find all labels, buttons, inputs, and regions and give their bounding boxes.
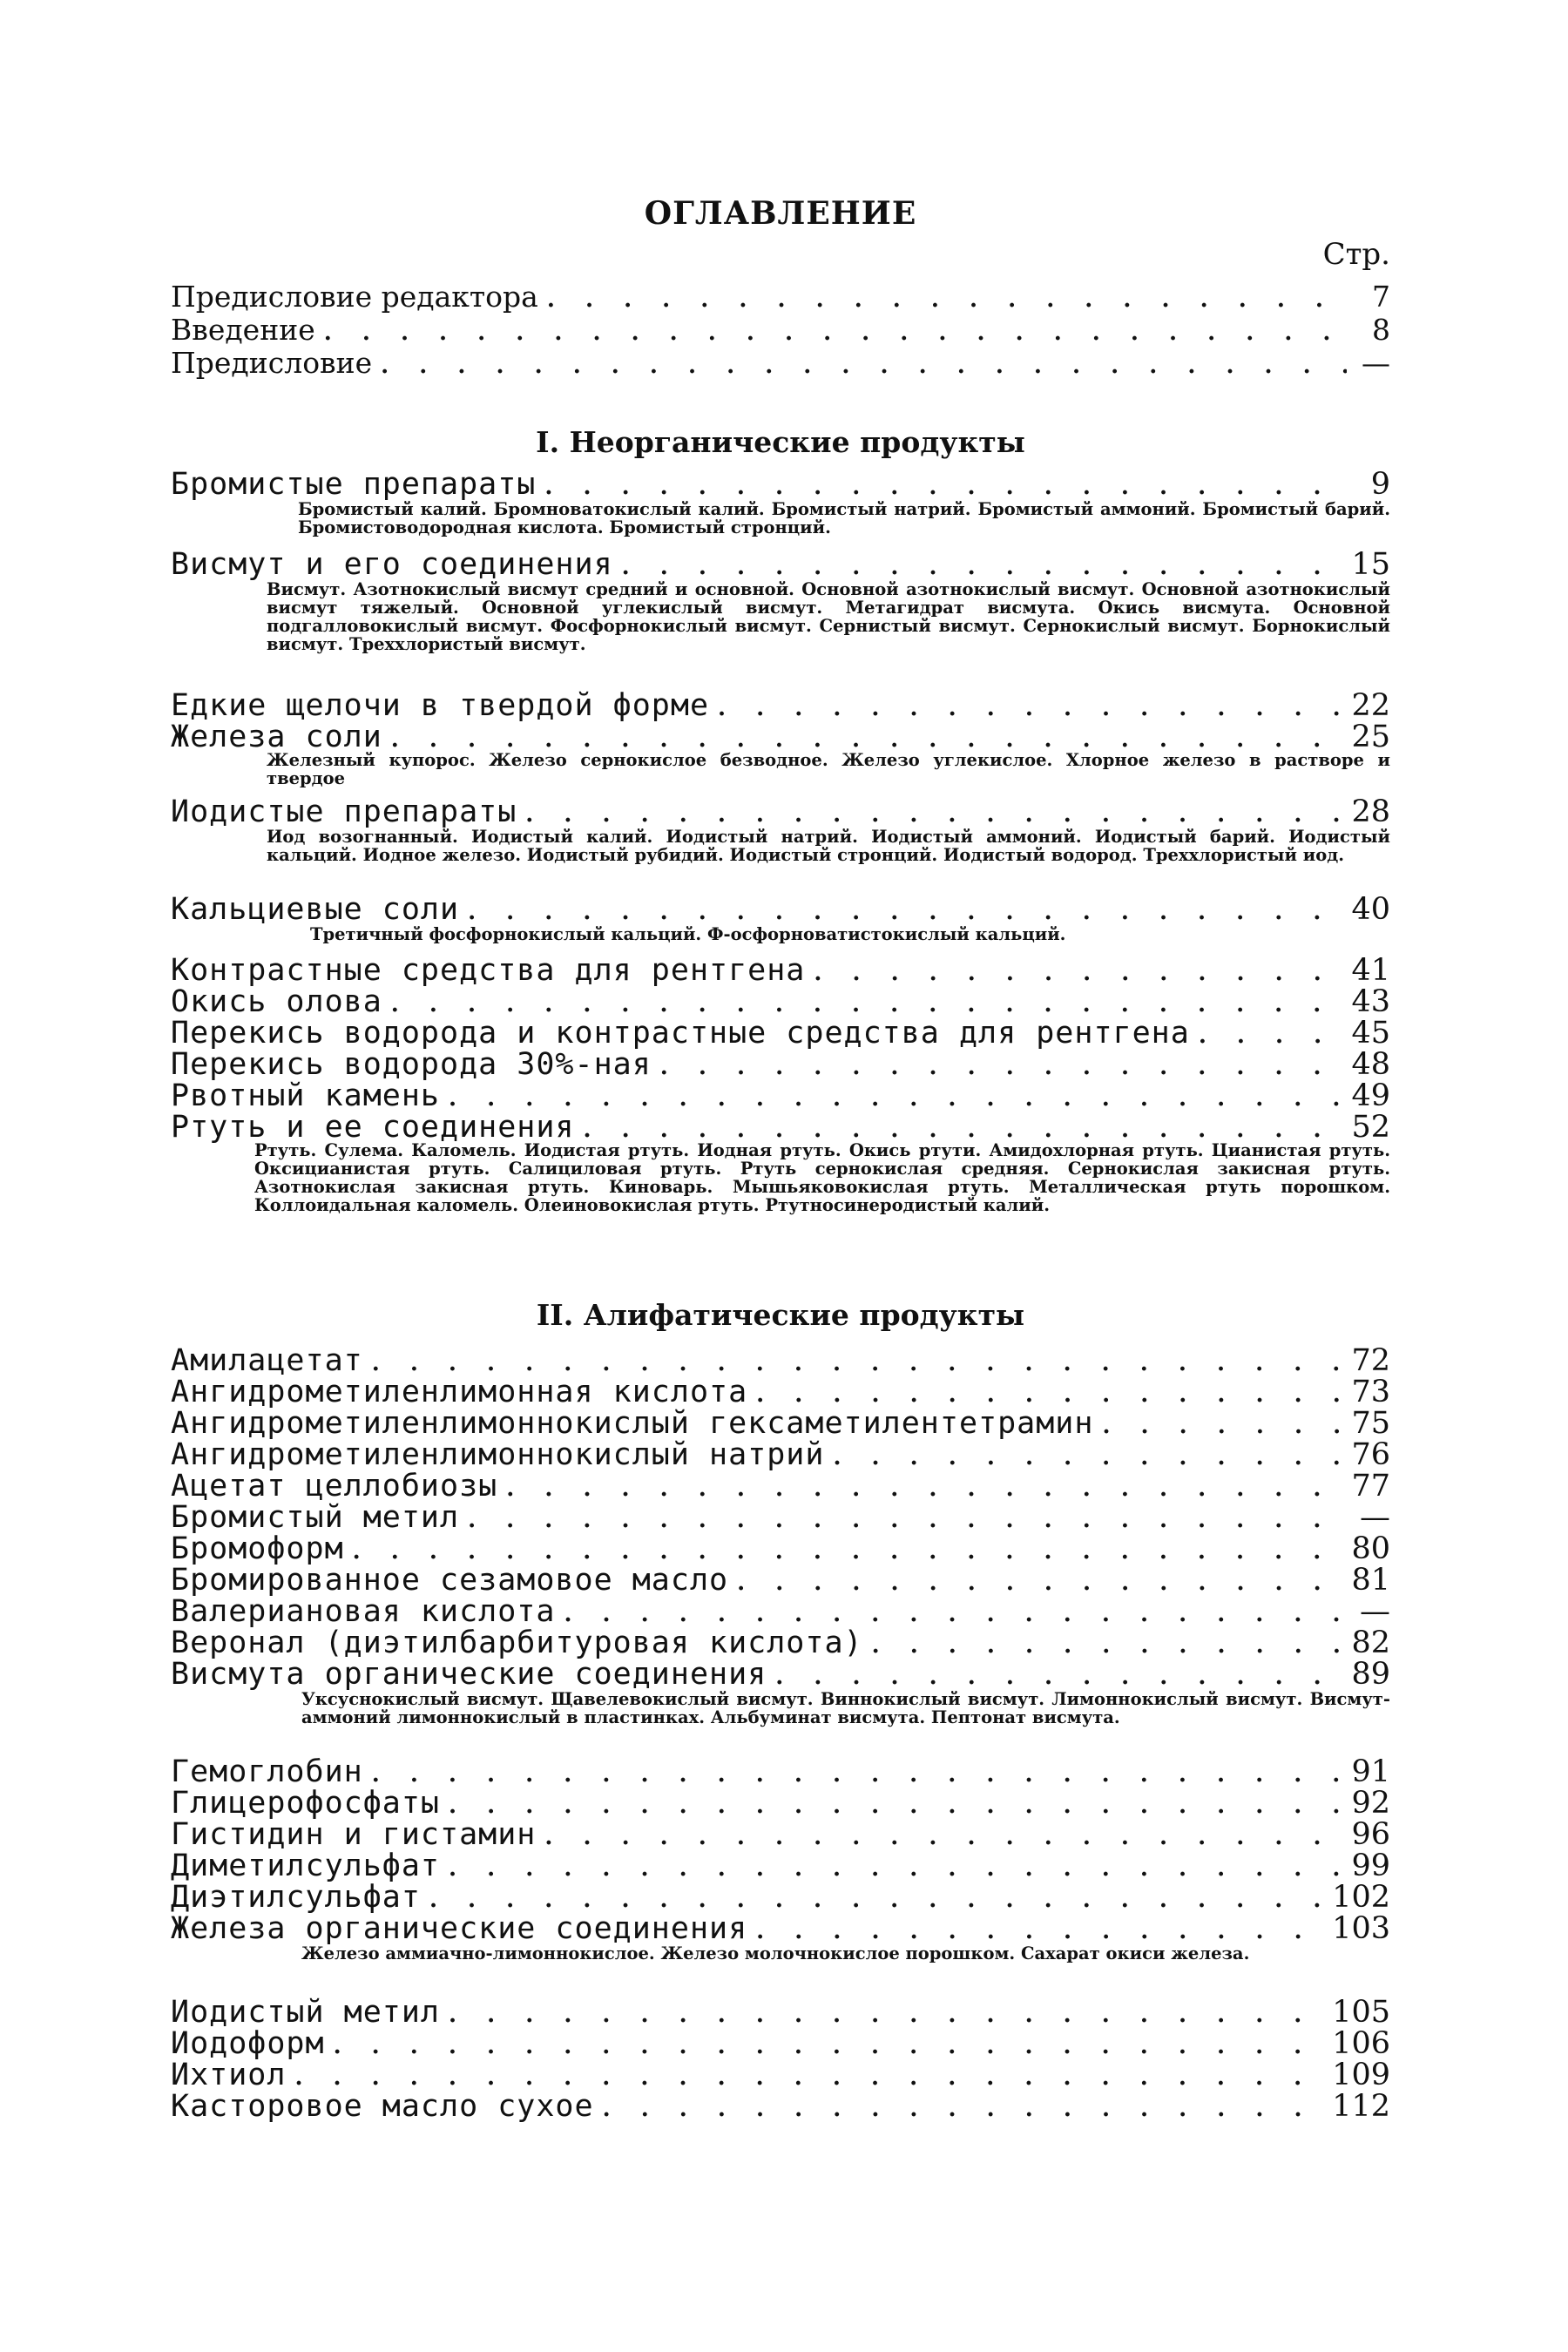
entry-page: 73 bbox=[1351, 1375, 1390, 1409]
entry-page: 40 bbox=[1351, 892, 1390, 927]
entry-label: Перекись водорода и контрастные средства для рентгена bbox=[171, 1016, 1190, 1051]
entry-label: Ихтиол bbox=[171, 2058, 287, 2092]
entry-subtopics: Ртуть. Сулема. Каломель. Иодистая ртуть. Иодная ртуть. Окись ртути. Амидохлорная ртуть. Цианистая ртуть. Оксицианистая ртуть. Салициловая ртуть. Ртуть сернокислая средняя. Сернокислая закисная ртуть. Азотнокислая закисная ртуть. Киноварь. Мышьяковокислая ртуть. Металлическая ртуть порошком. Коллоидальная каломель. Олеиновокислая ртуть. Ртутносинеродистый калий. bbox=[254, 1140, 1390, 1215]
entry-label: Железа соли bbox=[171, 720, 382, 754]
entry-page: 96 bbox=[1351, 1817, 1390, 1852]
entry-page: 76 bbox=[1351, 1437, 1390, 1472]
entry-page: 99 bbox=[1351, 1848, 1390, 1883]
entry-label: Ангидрометиленлимоннокислый натрий bbox=[171, 1437, 825, 1472]
toc-page bbox=[171, 0, 1390, 2352]
section-heading: I. Неорганические продукты bbox=[536, 425, 1025, 459]
entry-page: 77 bbox=[1351, 1469, 1390, 1504]
entry-label: Ангидрометиленлимоннокислый гексаметилентетрамин bbox=[171, 1406, 1094, 1441]
entry-page: 9 bbox=[1370, 467, 1390, 502]
entry-page: 48 bbox=[1351, 1047, 1390, 1082]
entry-label: Рвотный камень bbox=[171, 1078, 441, 1113]
entry-page: 8 bbox=[1372, 313, 1390, 347]
entry-label: Висмут и его соединения bbox=[171, 547, 613, 582]
entry-label: Контрастные средства для рентгена bbox=[171, 953, 806, 988]
entry-page: 49 bbox=[1351, 1078, 1390, 1113]
entry-page: 89 bbox=[1351, 1657, 1390, 1692]
entry-label: Перекись водорода 30%-ная bbox=[171, 1047, 652, 1082]
toc-entry bbox=[171, 280, 1390, 316]
entry-label: Диэтилсульфат bbox=[171, 1880, 421, 1915]
entry-label: Введение bbox=[171, 313, 315, 347]
entry-page: 72 bbox=[1351, 1343, 1390, 1378]
entry-label: Ангидрометиленлимонная кислота bbox=[171, 1375, 748, 1409]
entry-page: 80 bbox=[1351, 1531, 1390, 1566]
entry-page: 112 bbox=[1332, 2089, 1390, 2124]
entry-page: 25 bbox=[1351, 720, 1390, 754]
entry-label: Бромистые препараты bbox=[171, 467, 537, 502]
entry-subtopics: Уксуснокислый висмут. Щавелевокислый висмут. Виннокислый висмут. Лимоннокислый висмут. Висмут-аммоний лимоннокислый в пластинках. Альбуминат висмута. Пептонат висмута. bbox=[301, 1689, 1390, 1727]
entry-page: — bbox=[1360, 1500, 1390, 1535]
entry-subtopics: Бромистый калий. Бромноватокислый калий. Бромистый натрий. Бромистый аммоний. Бромистый барий. Бромистоводородная кислота. Бромистый стронций. bbox=[298, 499, 1390, 537]
entry-label: Бромоформ bbox=[171, 1531, 344, 1566]
entry-page: 43 bbox=[1351, 984, 1390, 1019]
entry-subtopics: Третичный фосфорнокислый кальций. Ф-осфорноватистокислый кальций. bbox=[310, 924, 1066, 944]
entry-page: 109 bbox=[1332, 2058, 1390, 2092]
entry-label: Железа органические соединения bbox=[171, 1911, 748, 1946]
entry-label: Кальциевые соли bbox=[171, 892, 460, 927]
entry-subtopics: Железо аммиачно-лимоннокислое. Железо молочнокислое порошком. Сахарат окиси железа. bbox=[301, 1943, 1250, 1963]
entry-subtopics: Иод возогнанный. Иодистый калий. Иодистый натрий. Иодистый аммоний. Иодистый барий. Иодистый кальций. Иодное железо. Иодистый рубидий. Иодистый стронций. Иодистый водород. Треххлористый иод. bbox=[267, 827, 1390, 865]
entry-label: Окись олова bbox=[171, 984, 382, 1019]
entry-label: Предисловие редактора bbox=[171, 280, 538, 314]
entry-label: Едкие щелочи в твердой форме bbox=[171, 688, 710, 723]
entry-page: 105 bbox=[1332, 1995, 1390, 2030]
toc-entry bbox=[171, 347, 1390, 382]
entry-page: 7 bbox=[1372, 280, 1390, 314]
entry-page: 102 bbox=[1332, 1880, 1390, 1915]
entry-label: Иодоформ bbox=[171, 2026, 325, 2061]
entry-page: 22 bbox=[1351, 688, 1390, 723]
section-heading: II. Алифатические продукты bbox=[536, 1298, 1025, 1332]
entry-page: — bbox=[1360, 1594, 1390, 1629]
entry-label: Висмута органические соединения bbox=[171, 1657, 767, 1692]
entry-page: 15 bbox=[1351, 547, 1390, 582]
entry-label: Гемоглобин bbox=[171, 1754, 363, 1789]
entry-page: 45 bbox=[1351, 1016, 1390, 1051]
entry-label: Ртуть и ее соединения bbox=[171, 1110, 575, 1145]
entry-page: 92 bbox=[1351, 1786, 1390, 1821]
entry-page: 75 bbox=[1351, 1406, 1390, 1441]
entry-label: Ацетат целлобиозы bbox=[171, 1469, 498, 1504]
toc-entry bbox=[171, 314, 1390, 349]
page-title: ОГЛАВЛЕНИЕ bbox=[644, 195, 917, 232]
entry-subtopics: Железный купорос. Железо сернокислое безводное. Железо углекислое. Хлорное железо в растворе и твердое bbox=[267, 750, 1390, 788]
page-column-label: Стр. bbox=[1322, 237, 1390, 272]
entry-page: 28 bbox=[1351, 794, 1390, 829]
entry-label: Веронал (диэтилбарбитуровая кислота) bbox=[171, 1625, 863, 1660]
entry-label: Касторовое масло сухое bbox=[171, 2089, 594, 2124]
toc-entry bbox=[171, 2089, 1390, 2126]
entry-label: Диметилсульфат bbox=[171, 1848, 441, 1883]
entry-page: 91 bbox=[1351, 1754, 1390, 1789]
entry-label: Предисловие bbox=[171, 346, 373, 380]
entry-page: 41 bbox=[1351, 953, 1390, 988]
entry-page: 82 bbox=[1351, 1625, 1390, 1660]
entry-label: Амилацетат bbox=[171, 1343, 363, 1378]
entry-page: 52 bbox=[1351, 1110, 1390, 1145]
entry-page: 81 bbox=[1351, 1563, 1390, 1598]
entry-label: Глицерофосфаты bbox=[171, 1786, 441, 1821]
entry-label: Валериановая кислота bbox=[171, 1594, 556, 1629]
entry-label: Иодистые препараты bbox=[171, 794, 517, 829]
entry-label: Бромистый метил bbox=[171, 1500, 460, 1535]
entry-subtopics: Висмут. Азотнокислый висмут средний и основной. Основной азотнокислый висмут. Основной азотнокислый висмут тяжелый. Основной углекислый висмут. Метагидрат висмута. Окись висмута. Основной подгалловокислый висмут. Фосфорнокислый висмут. Сернистый висмут. Сернокислый висмут. Борнокислый висмут. Треххлористый висмут. bbox=[267, 579, 1390, 654]
entry-label: Гистидин и гистамин bbox=[171, 1817, 537, 1852]
entry-label: Иодистый метил bbox=[171, 1995, 441, 2030]
entry-label: Бромированное сезамовое масло bbox=[171, 1563, 729, 1598]
entry-page: — bbox=[1362, 346, 1390, 380]
entry-page: 106 bbox=[1332, 2026, 1390, 2061]
entry-page: 103 bbox=[1332, 1911, 1390, 1946]
